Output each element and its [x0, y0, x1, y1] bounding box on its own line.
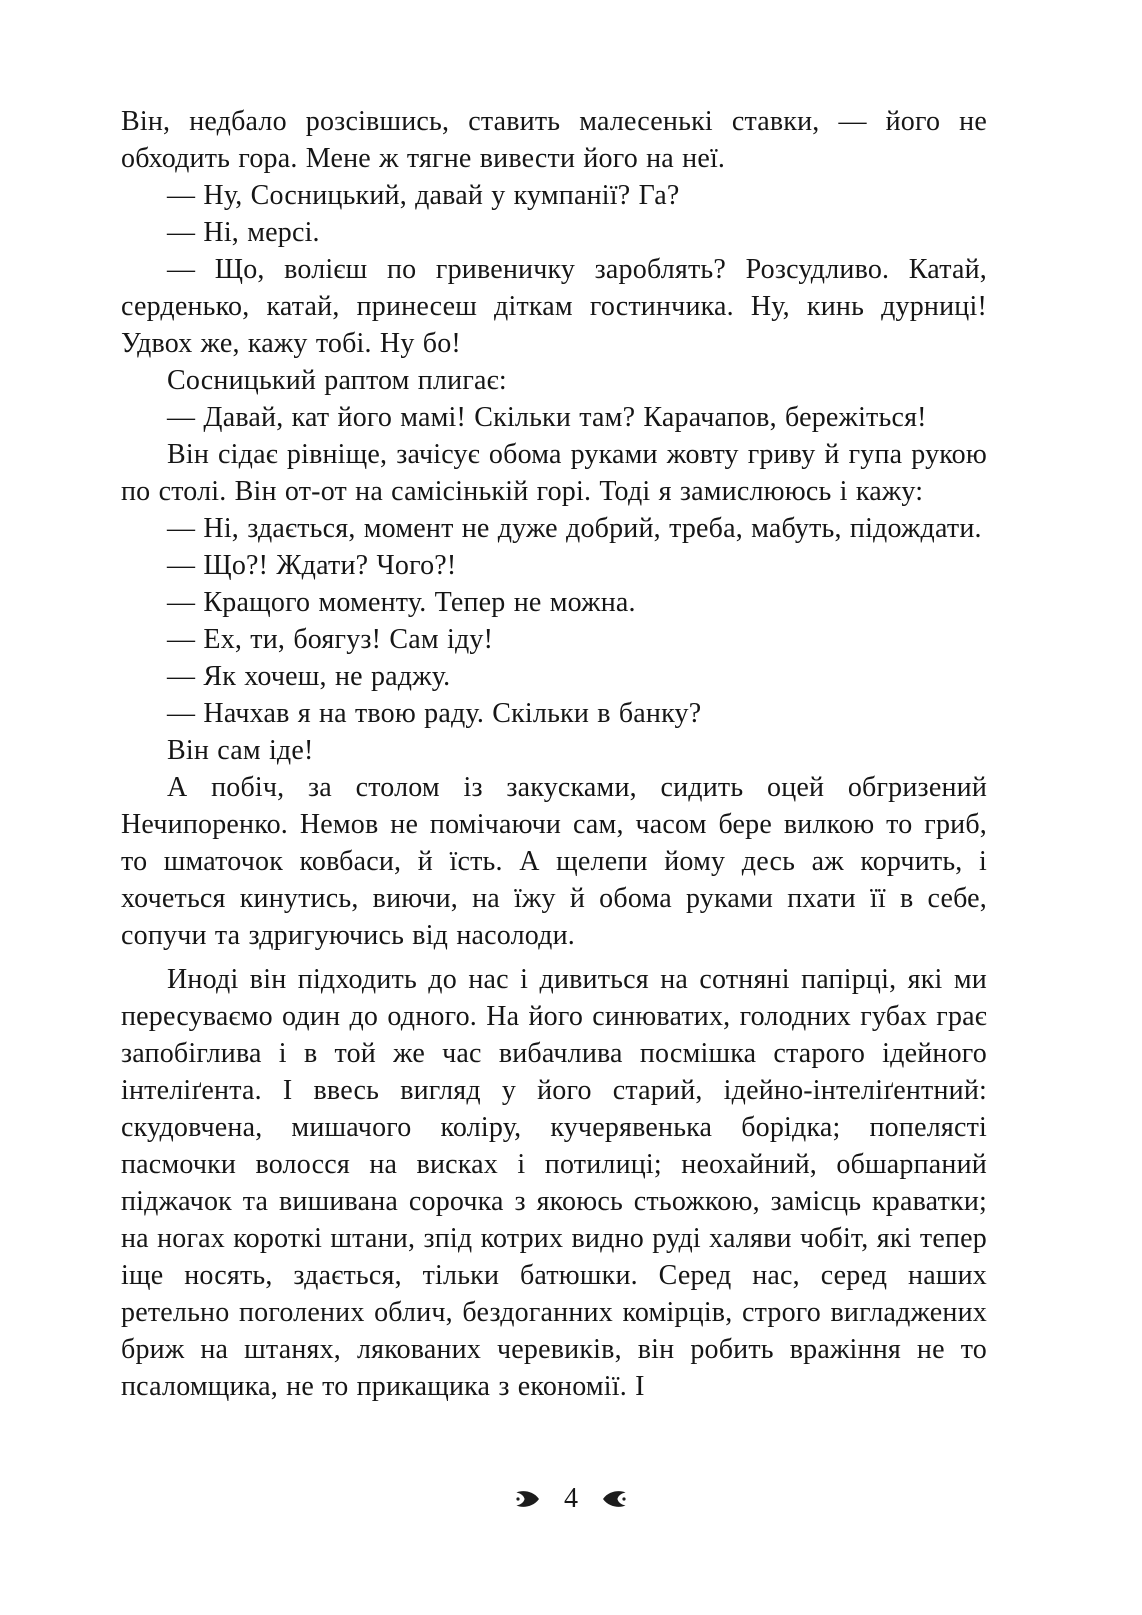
paragraph: Він сідає рівніще, зачісує обома руками жовту гриву й гупа рукою по столі. Він от-от на самісінькій горі. Тоді я замислююсь і кажу: — [121, 439, 987, 507]
paragraph: А побіч, за столом із закусками, сидить оцей обгризений Нечипоренко. Немов не помічаючи сам, часом бере вилкою то гриб, то шматочок ковбаси, й їсть. А щелепи йому десь аж корчить, і хочеться кинутись, виючи, на їжу й обома руками пхати її в себе, сопучи та здригуючись від насолоди. — [121, 772, 987, 951]
paragraph: — Що?! Ждати? Чого?! — [167, 550, 457, 581]
paragraph: — Ні, здається, момент не дуже добрий, треба, мабуть, підождати. — [167, 513, 982, 544]
paragraph: — Давай, кат його мамі! Скільки там? Карачапов, бережіться! — [167, 402, 927, 433]
page-text — [121, 103, 987, 1405]
paragraph: Иноді він підходить до нас і дивиться на сотняні папірці, які ми пересуваємо один до одного. На його синюватих, голодних губах грає запобіглива і в той же час вибачлива посмішка старого ідейного інтеліґента. І ввесь вигляд у його старий, ідейно-інтеліґентний: скудовчена, мишачого коліру, кучерявенька борідка; попелясті пасмочки волосся на висках і потилиці; неохайний, обшарпаний піджачок та вишивана сорочка з якоюсь стьожкою, замісць краватки; на ногах короткі штани, зпід котрих видно руді халяви чобіт, які тепер іще носять, здається, тільки батюшки. Серед нас, серед наших ретельно поголених облич, бездоганних комірців, строго вигладжених бриж на штанях, лякованих черевиків, він робить вражіння не то псаломщика, не то прикащика з економії. І — [121, 964, 987, 1402]
paragraph: Він сам іде! — [167, 735, 314, 766]
paragraph: — Як хочеш, не раджу. — [167, 661, 451, 692]
page-footer — [0, 1484, 1142, 1514]
paragraph: — Що, волієш по гривеничку зароблять? Розсудливо. Катай, серденько, катай, принесеш діткам гостинчика. Ну, кинь дурниці! Удвох же, кажу тобі. Ну бо! — [121, 254, 987, 359]
fleuron-right-icon — [602, 1489, 628, 1509]
fleuron-left-icon — [514, 1489, 540, 1509]
page-number: 4 — [564, 1483, 578, 1514]
paragraph: — Ні, мерсі. — [167, 217, 320, 248]
paragraph: Сосницький раптом плигає: — [167, 365, 507, 396]
paragraph: — Ех, ти, боягуз! Сам іду! — [167, 624, 494, 655]
paragraph: — Начхав я на твою раду. Скільки в банку? — [167, 698, 702, 729]
paragraph: — Ну, Сосницький, давай у кумпанії? Га? — [167, 180, 680, 211]
paragraph: — Кращого моменту. Тепер не можна. — [167, 587, 636, 618]
paragraph: Він, недбало розсівшись, ставить малесенькі ставки, — його не обходить гора. Мене ж тягне вивести його на неї. — [121, 106, 987, 174]
